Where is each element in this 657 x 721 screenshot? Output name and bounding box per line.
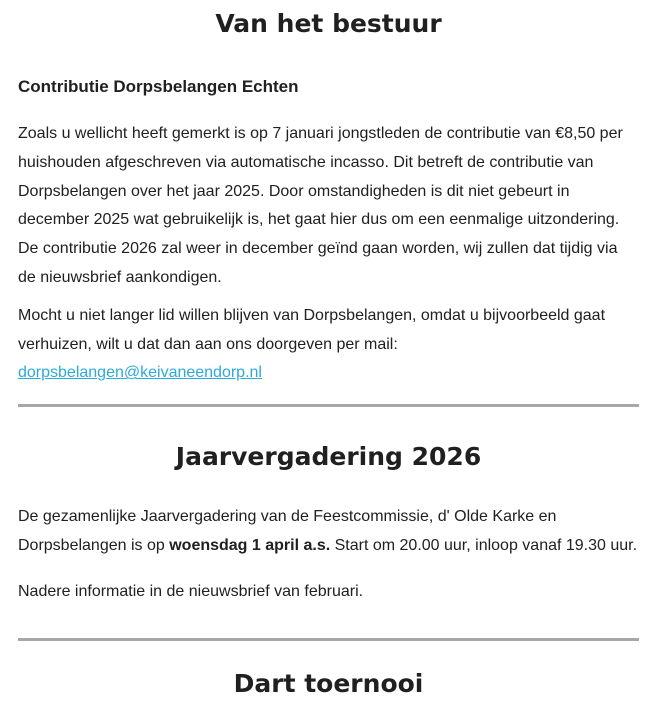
paragraph-jaarvergadering-text-before: De gezamenlijke Jaarvergadering van de Feestcommissie, d' Olde Karke en Dorpsbelangen is op: [18, 508, 557, 554]
paragraph-contributie: Zoals u wellicht heeft gemerkt is op 7 januari jongstleden de contributie van €8,50 per huishouden afgeschreven via automatische incasso. Dit betreft de contributie van Dorpsbelangen over het jaar 2025. Door omstandigheden is dit niet gebeurt in december 2025 wat gebruikelijk is, het gaat hier dus om een eenmalige uitzondering. De contributie 2026 zal weer in december geïnd gaan worden, wij zullen dat tijdig via de nieuwsbrief aankondigen.: [18, 125, 623, 286]
newsletter-page: [0, 9, 657, 699]
subheading-contributie: Contributie Dorpsbelangen Echten: [18, 77, 299, 96]
section-divider: [18, 638, 639, 641]
section-jaarvergadering: [18, 442, 639, 640]
paragraph-opzeggen: [18, 302, 639, 388]
section-title-dart-toernooi: Dart toernooi: [233, 668, 424, 698]
paragraph-nadere-informatie: Nadere informatie in de nieuwsbrief van februari.: [18, 582, 364, 600]
email-link[interactable]: dorpsbelangen@keivaneendorp.nl: [18, 364, 262, 382]
section-title-jaarvergadering: Jaarvergadering 2026: [175, 442, 482, 472]
section-divider: [18, 404, 639, 407]
paragraph-jaarvergadering: [18, 503, 639, 561]
paragraph-jaarvergadering-date-bold: woensdag 1 april a.s.: [169, 536, 331, 554]
paragraph-jaarvergadering-text-after: Start om 20.00 uur, inloop vanaf 19.30 uur.: [330, 536, 638, 554]
section-dart-toernooi: [18, 669, 639, 699]
paragraph-opzeggen-text: Mocht u niet langer lid willen blijven van Dorpsbelangen, omdat u bijvoorbeeld gaat verhuizen, wilt u dat dan aan ons doorgeven per mail:: [18, 306, 606, 353]
section-title-van-het-bestuur: Van het bestuur: [215, 9, 442, 38]
section-van-het-bestuur: [18, 9, 639, 407]
